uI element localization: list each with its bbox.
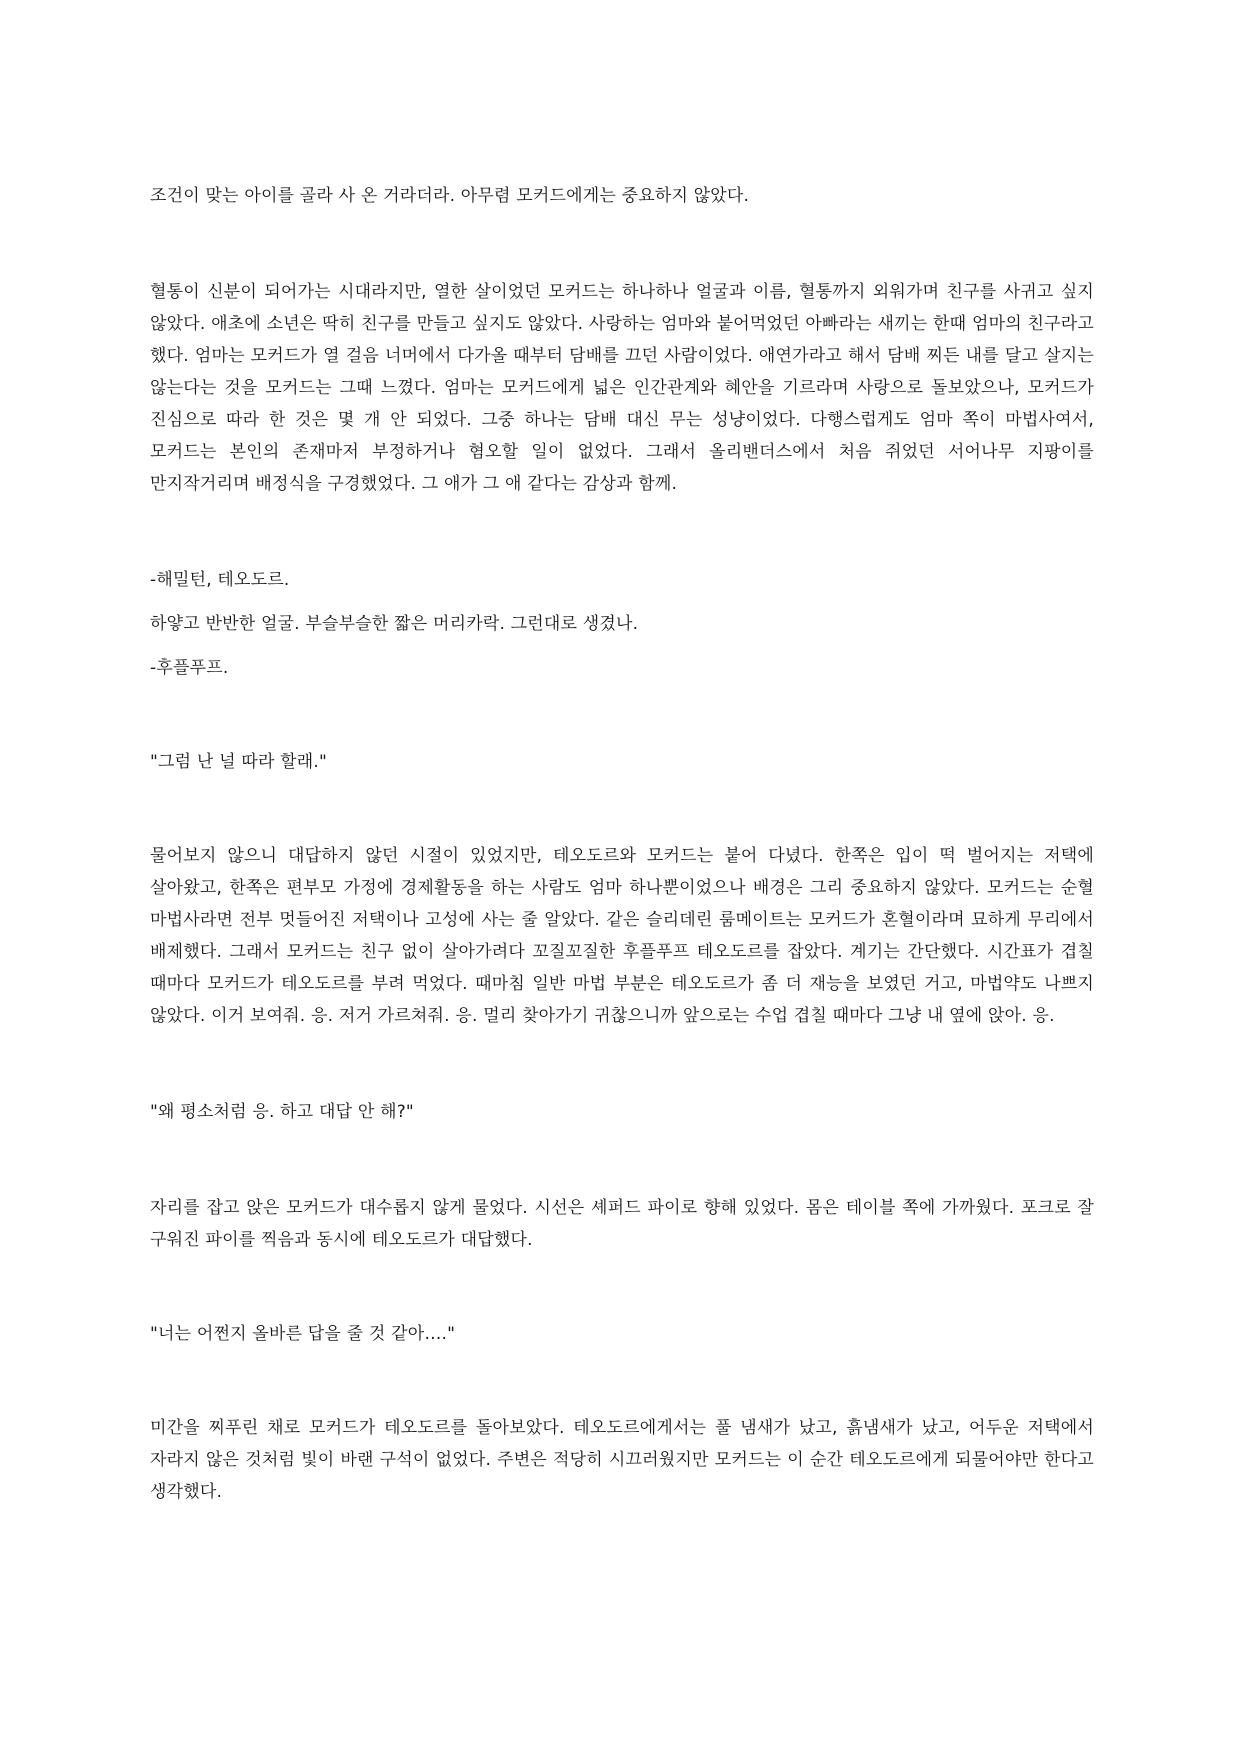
paragraph-6: "그럼 난 널 따라 할래." [150, 752, 328, 772]
paragraph-2: 혈통이 신분이 되어가는 시대라지만, 열한 살이었던 모커드는 하나하나 얼굴과 이름, 혈통까지 외워가며 친구를 사귀고 싶지 않았다. 애초에 소년은 딱히 친구를 만들고 싶지도 않았다. 사랑하는 엄마와 붙어먹었던 아빠라는 새끼는 한때 엄마의 친구라고 했다. 엄마는 모커드가 열 걸음 너머에서 다가올 때부터 담배를 끄던 사람이었다. 애연가라고 해서 담배 찌든 내를 달고 살지는 않는다는 것을 모커드는 그때 느꼈다. 엄마는 모커드에게 넓은 인간관계와 혜안을 기르라며 사랑으로 돌보았으나, 모커드가 진심으로 따라 한 것은 몇 개 안 되었다. 그중 하나는 담배 대신 무는 성냥이었다. 다행스럽게도 엄마 쪽이 마법사여서, 모커드는 본인의 존재마저 부정하거나 혐오할 일이 없었다. 그래서 올리밴더스에서 처음 쥐었던 서어나무 지팡이를 만지작거리며 배정식을 구경했었다. 그 애가 그 애 같다는 감상과 함께. [150, 282, 1094, 494]
paragraph-5: -후플푸프. [150, 658, 229, 678]
paragraph-9: 자리를 잡고 앉은 모커드가 대수롭지 않게 물었다. 시선은 셰퍼드 파이로 향해 있었다. 몸은 테이블 쪽에 가까웠다. 포크로 잘 구워진 파이를 찍음과 동시에 테오도르가 대답했다. [150, 1198, 1094, 1250]
paragraph-8: "왜 평소처럼 응. 하고 대답 안 해?" [150, 1102, 414, 1122]
paragraph-4: 하얗고 반반한 얼굴. 부슬부슬한 짧은 머리카락. 그런대로 생겼나. [150, 614, 639, 634]
paragraph-3: -해밀턴, 테오도르. [150, 570, 290, 590]
paragraph-10: "너는 어쩐지 올바른 답을 줄 것 같아…." [150, 1324, 456, 1344]
paragraph-7: 물어보지 않으니 대답하지 않던 시절이 있었지만, 테오도르와 모커드는 붙어 다녔다. 한쪽은 입이 떡 벌어지는 저택에 살아왔고, 한쪽은 편부모 가정에 경제활동을 하는 사람도 엄마 하나뿐이었으나 배경은 그리 중요하지 않았다. 모커드는 순혈 마법사라면 전부 멋들어진 저택이나 고성에 사는 줄 알았다. 같은 슬리데린 룸메이트는 모커드가 혼혈이라며 묘하게 무리에서 배제했다. 그래서 모커드는 친구 없이 살아가려다 꼬질꼬질한 후플푸프 테오도르를 잡았다. 계기는 간단했다. 시간표가 겹칠 때마다 모커드가 테오도르를 부려 먹었다. 때마침 일반 마법 부분은 테오도르가 좀 더 재능을 보였던 거고, 마법약도 나쁘지 않았다. 이거 보여줘. 응. 저거 가르쳐줘. 응. 멀리 찾아가기 귀찮으니까 앞으로는 수업 겹칠 때마다 그냥 내 옆에 앉아. 응. [150, 846, 1094, 1026]
paragraph-11: 미간을 찌푸린 채로 모커드가 테오도르를 돌아보았다. 테오도르에게서는 풀 냄새가 났고, 흙냄새가 났고, 어두운 저택에서 자라지 않은 것처럼 빛이 바랜 구석이 없었다. 주변은 적당히 시끄러웠지만 모커드는 이 순간 테오도르에게 되물어야만 한다고 생각했다. [150, 1418, 1094, 1502]
paragraph-1: 조건이 맞는 아이를 골라 사 온 거라더라. 아무렴 모커드에게는 중요하지 않았다. [150, 186, 750, 206]
document-body [150, 180, 1094, 1508]
